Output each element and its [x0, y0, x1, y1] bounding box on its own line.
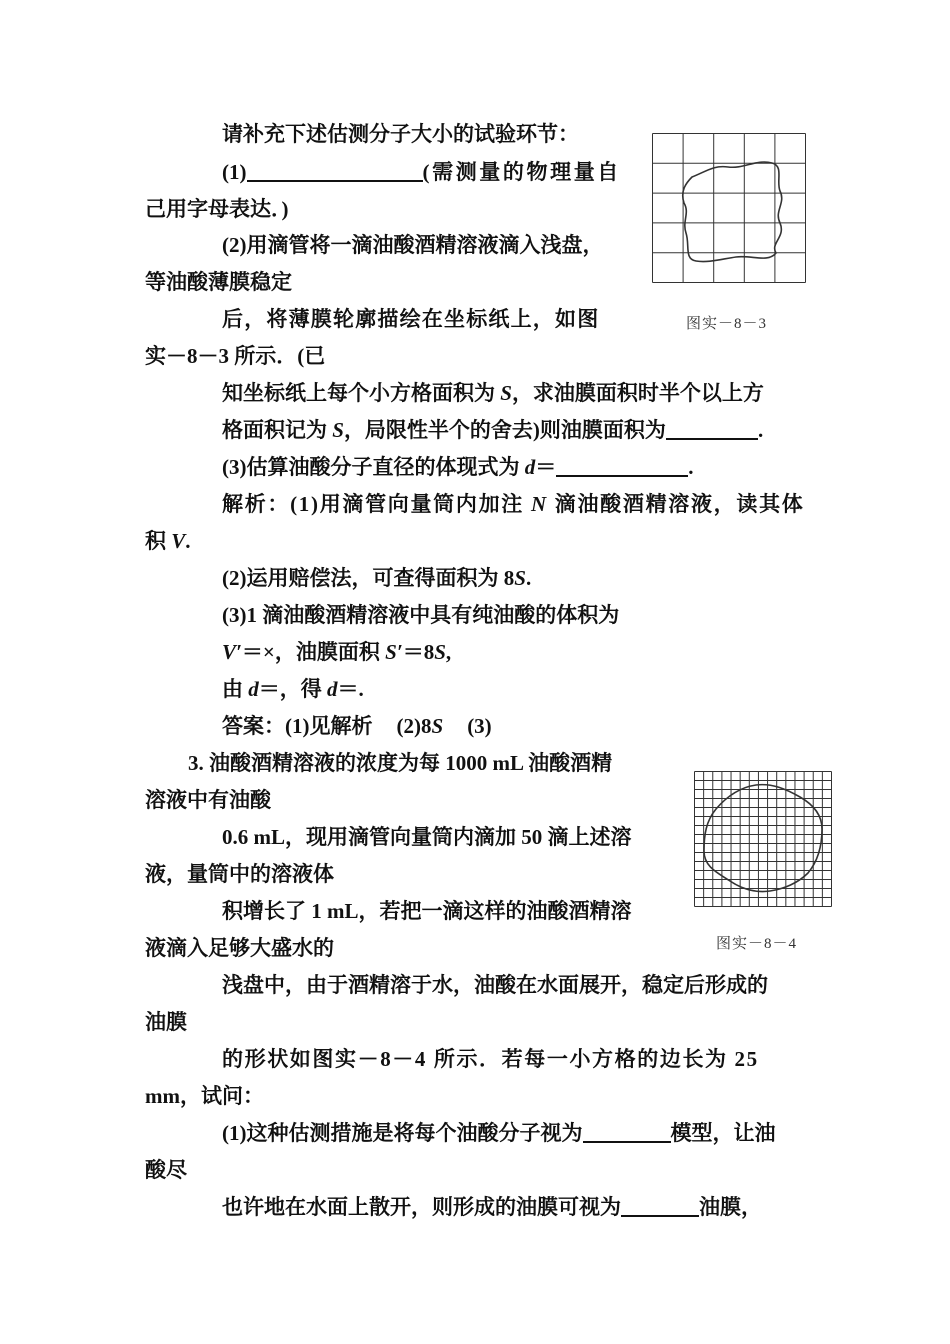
step2-line4: 实－8－3 所示．(已 — [145, 344, 326, 368]
q3-line9: 的形状如图实－8－4 所示．若每一小方格的边长为 25 — [222, 1047, 759, 1071]
answer-part1: (1)见解析 — [285, 714, 373, 738]
q3-line11 — [222, 1121, 776, 1145]
symbol-d: d — [248, 677, 259, 701]
q3-line10: mm，试问： — [145, 1084, 264, 1108]
step1-blank[interactable] — [247, 160, 423, 182]
text-run: . — [688, 455, 694, 479]
text-run: ＝ — [535, 455, 557, 479]
oil-film-outline — [683, 162, 782, 261]
text-run: (2)运用赔偿法，可查得面积为 8 — [222, 566, 515, 590]
analysis-line3 — [222, 566, 531, 590]
text-run: ＝. — [337, 677, 364, 701]
q3-line13 — [222, 1195, 762, 1219]
symbol-s: S — [434, 640, 446, 664]
text-run: 由 — [222, 677, 249, 701]
q3-line3: 0.6 mL，现用滴管向量筒内滴加 50 滴上述溶 — [222, 825, 632, 849]
step1-line2: 己用字母表达．) — [145, 197, 289, 221]
area-blank[interactable] — [666, 418, 758, 440]
figure-8-4-grid — [694, 771, 832, 907]
q3-line2: 溶液中有油酸 — [145, 788, 271, 812]
text-run: ，局限性半个的舍去)则油膜面积为 — [343, 418, 666, 442]
diameter-blank[interactable] — [556, 455, 688, 477]
symbol-s: S — [500, 381, 512, 405]
text-run: ＝8 — [402, 640, 435, 664]
model-blank[interactable] — [583, 1121, 671, 1143]
figure-8-4-caption: 图实－8－4 — [716, 936, 798, 952]
text-run: 积 — [145, 529, 172, 553]
answer-line — [222, 714, 492, 738]
text-run: ＝，得 — [258, 677, 327, 701]
text-run: . — [185, 529, 191, 553]
text-run: ，求油膜面积时半个以上方 — [511, 381, 764, 405]
step1-line — [222, 160, 632, 184]
step2-line1: (2)用滴管将一滴油酸酒精溶液滴入浅盘， — [222, 233, 604, 257]
q3-line4: 液，量筒中的溶液体 — [145, 862, 334, 886]
q3-line6: 液滴入足够大盛水的 — [145, 936, 334, 960]
symbol-n: N — [530, 492, 548, 516]
step2-line6 — [222, 418, 763, 442]
text-run: ＝×，油膜面积 — [241, 640, 386, 664]
grid-lines — [695, 772, 832, 907]
q3-line7: 浅盘中，由于酒精溶于水，油酸在水面展开，稳定后形成的 — [222, 973, 768, 997]
intro-text: 请补充下述估测分子大小的试验环节： — [222, 122, 579, 146]
symbol-s: S — [431, 714, 444, 738]
symbol-d: d — [327, 677, 338, 701]
analysis-label: 解析： — [222, 492, 291, 516]
analysis-line6 — [222, 677, 364, 701]
q3-line5: 积增长了 1 mL，若把一滴这样的油酸酒精溶 — [222, 899, 632, 923]
figure-8-3-grid — [652, 133, 806, 283]
text-run: , — [445, 640, 452, 664]
figure-8-3-caption: 图实－8－3 — [686, 316, 768, 332]
step2-line2: 等油酸薄膜稳定 — [145, 270, 292, 294]
symbol-v-prime: V′ — [222, 640, 242, 664]
symbol-v: V — [171, 529, 186, 553]
symbol-s: S — [514, 566, 526, 590]
text-run: 格面积记为 — [222, 418, 333, 442]
step2-line3: 后，将薄膜轮廓描绘在坐标纸上，如图 — [222, 307, 600, 331]
analysis-line4: (3)1 滴油酸酒精溶液中具有纯油酸的体积为 — [222, 603, 620, 627]
grid-lines — [653, 134, 806, 283]
text-run: 模型，让油 — [670, 1121, 776, 1145]
text-run: 油膜， — [699, 1195, 762, 1219]
text-run: 滴油酸酒精溶液，读其体 — [547, 492, 805, 516]
symbol-s: S — [332, 418, 344, 442]
answer-part2: (2)8 — [396, 714, 432, 738]
text-run: (1)这种估测措施是将每个油酸分子视为 — [222, 1121, 583, 1145]
symbol-d: d — [524, 455, 536, 479]
q3-line1: 3. 油酸酒精溶液的浓度为每 1000 mL 油酸酒精 — [188, 751, 613, 775]
analysis-line1 — [222, 492, 804, 516]
answer-label: 答案： — [222, 714, 285, 738]
step2-line5 — [222, 381, 764, 405]
step1-tail: (需测量的物理量自 — [422, 160, 621, 184]
answer-part3: (3) — [467, 714, 492, 738]
text-run: . — [525, 566, 532, 590]
q3-line8: 油膜 — [145, 1010, 187, 1034]
analysis-line2 — [145, 529, 191, 553]
film-blank[interactable] — [621, 1195, 699, 1217]
text-run: (1)用滴管向量筒内加注 — [290, 492, 531, 516]
symbol-s-prime: S′ — [385, 640, 403, 664]
step3-line — [222, 455, 694, 479]
text-run: . — [757, 418, 764, 442]
analysis-line5 — [222, 640, 451, 664]
q3-line12: 酸尽 — [145, 1158, 187, 1182]
text-run: 也许地在水面上散开，则形成的油膜可视为 — [222, 1195, 621, 1219]
text-run: (3)估算油酸分子直径的体现式为 — [222, 455, 525, 479]
text-run: 知坐标纸上每个小方格面积为 — [222, 381, 501, 405]
step1-number: (1) — [222, 160, 247, 184]
